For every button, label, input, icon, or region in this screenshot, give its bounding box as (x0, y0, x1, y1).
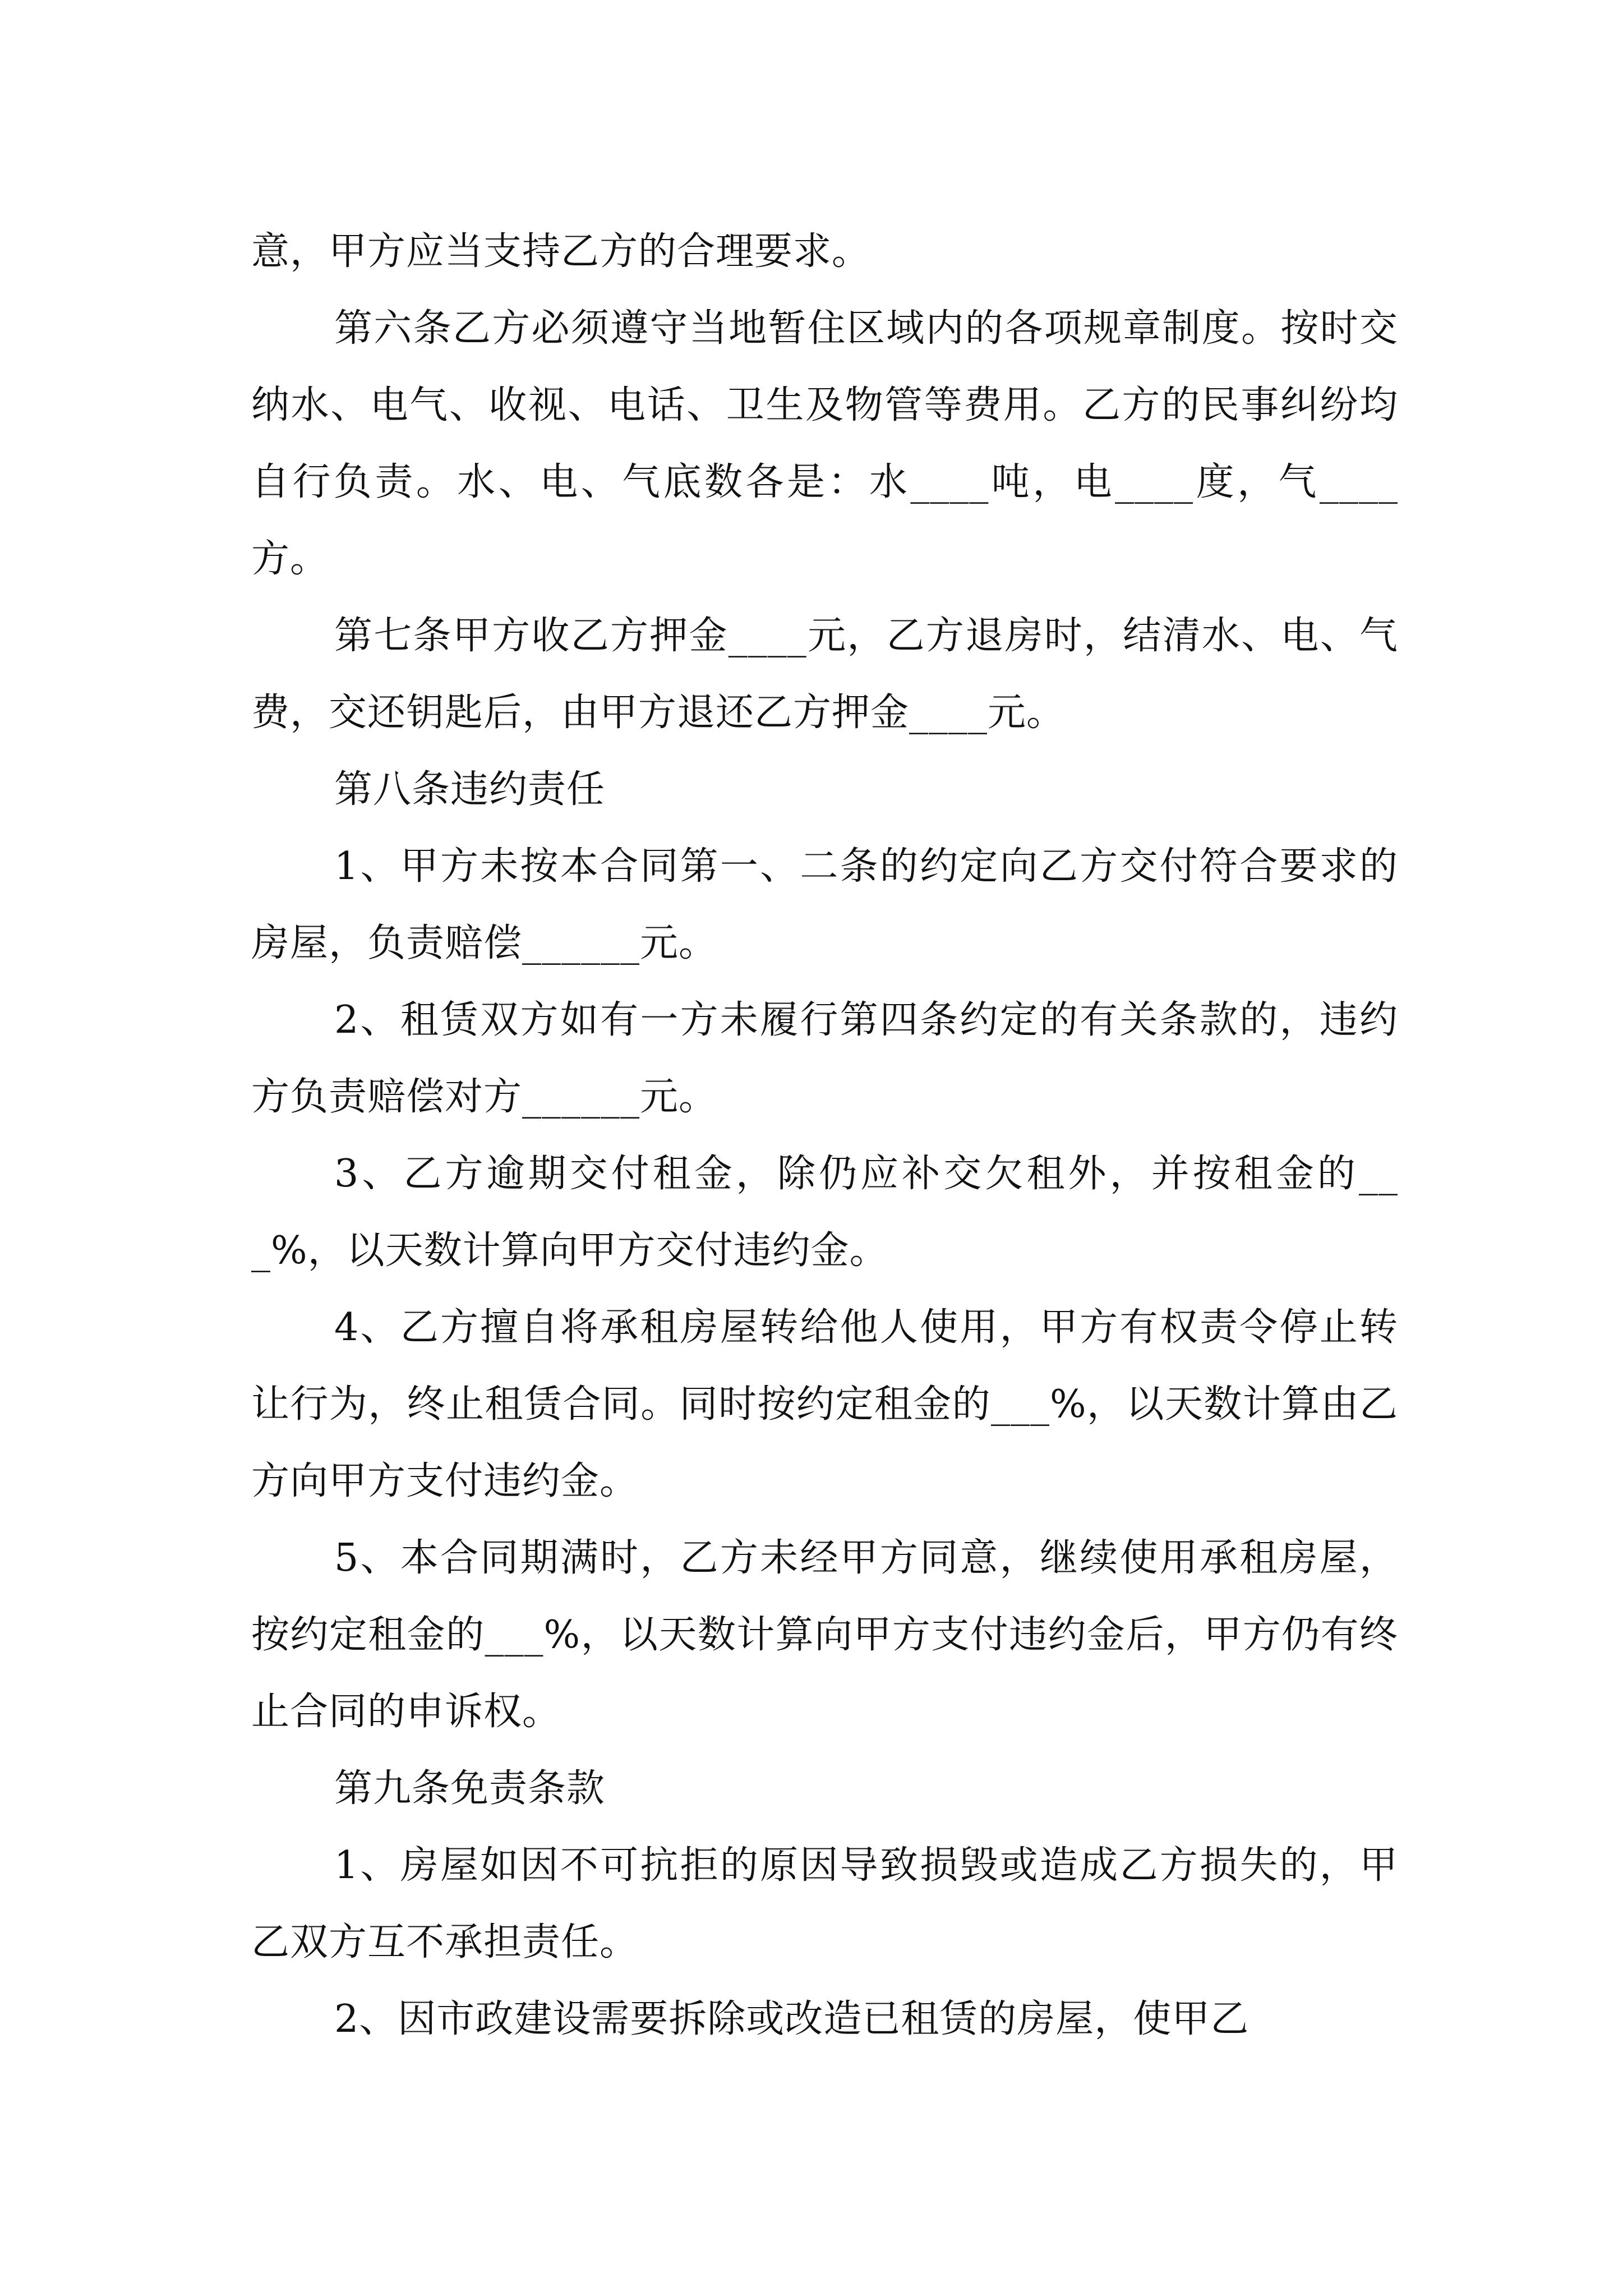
paragraph-article-8-item-4: 4、乙方擅自将承租房屋转给他人使用，甲方有权责令停止转让行为，终止租赁合同。同时按约定租金的___%，以天数计算由乙方向甲方支付违约金。 (251, 1305, 1398, 1503)
heading-article-9: 第九条免责条款 (334, 1766, 606, 1811)
heading-article-8: 第八条违约责任 (334, 767, 606, 812)
paragraph-article-8-item-1: 1、甲方未按本合同第一、二条的约定向乙方交付符合要求的房屋，负责赔偿______元。 (251, 844, 1398, 965)
paragraph-article-7: 第七条甲方收乙方押金____元，乙方退房时，结清水、电、气费，交还钥匙后，由甲方退还乙方押金____元。 (251, 614, 1398, 735)
paragraph-article-8-item-2: 2、租赁双方如有一方未履行第四条约定的有关条款的，违约方负责赔偿对方______元。 (251, 998, 1398, 1119)
paragraph-article-9-item-1: 1、房屋如因不可抗拒的原因导致损毁或造成乙方损失的，甲乙双方互不承担责任。 (251, 1843, 1398, 1964)
paragraph-article-8-item-3: 3、乙方逾期交付租金，除仍应补交欠租外，并按租金的___%，以天数计算向甲方交付违约金。 (251, 1152, 1398, 1273)
document-page (251, 213, 1398, 2058)
paragraph-article-8-item-5: 5、本合同期满时，乙方未经甲方同意，继续使用承租房屋，按约定租金的___%，以天数计算向甲方支付违约金后，甲方仍有终止合同的申诉权。 (251, 1536, 1398, 1734)
paragraph-article-9-item-2: 2、因市政建设需要拆除或改造已租赁的房屋，使甲乙 (334, 1997, 1249, 2041)
paragraph-continuation: 意，甲方应当支持乙方的合理要求。 (251, 229, 871, 274)
paragraph-article-6: 第六条乙方必须遵守当地暂住区域内的各项规章制度。按时交纳水、电气、收视、电话、卫生及物管等费用。乙方的民事纠纷均自行负责。水、电、气底数各是：水____吨，电____度，气____方。 (251, 306, 1398, 581)
